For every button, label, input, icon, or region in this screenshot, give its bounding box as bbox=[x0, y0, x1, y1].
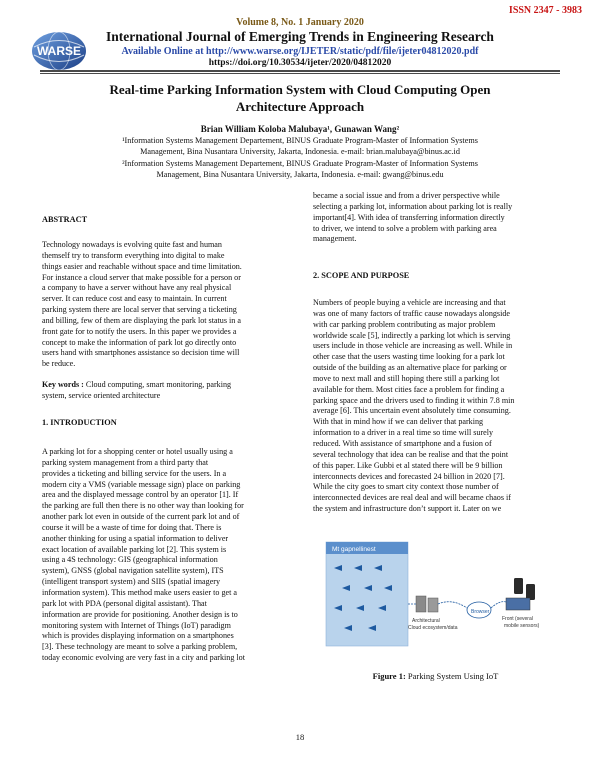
cloud-label-line: Architectural bbox=[412, 618, 440, 624]
text-line: which is provides displaying information on a smartphones bbox=[42, 631, 234, 641]
text-line: park lot with PDA (personal digital assistant). That bbox=[42, 598, 207, 608]
mobile-device-icon bbox=[514, 578, 523, 594]
text-line: users hand with smartphones assistance so decision time will bbox=[42, 348, 240, 358]
parking-area-panel bbox=[326, 542, 408, 646]
text-line: monitoring system with Internet of Things (IoT) paradigm bbox=[42, 620, 231, 630]
text-line: interconnected devices are real deal and will became chaos if bbox=[313, 493, 511, 503]
server-icon bbox=[416, 596, 426, 612]
figure-1-diagram bbox=[324, 538, 542, 661]
affiliation-2 bbox=[70, 159, 530, 181]
abstract-heading: ABSTRACT bbox=[42, 215, 88, 224]
introduction-body bbox=[42, 447, 286, 664]
text-line: the parking are full then there is no other way than looking for bbox=[42, 501, 244, 511]
text-line: [3]. These technology are meant to solve a parking problem, bbox=[42, 642, 238, 652]
text-line: of this paper. Like Gubbi et al stated there will be 9 billion bbox=[313, 460, 503, 470]
svg-text:WARSE: WARSE bbox=[36, 44, 82, 58]
keywords bbox=[42, 380, 286, 402]
volume-label: Volume 8, No. 1 January 2020 bbox=[236, 17, 364, 28]
text-line: several technology that idea can be realise and that the point bbox=[313, 449, 509, 459]
page-number: 18 bbox=[295, 732, 305, 742]
paper-title-line: Real-time Parking Information System with Cloud Computing Open bbox=[109, 82, 491, 97]
text-line: interconnects devices and forecasted 24 billion in 2020 [7]. bbox=[313, 471, 505, 481]
header-rule-thin bbox=[40, 73, 560, 74]
text-line: modern city a VMS (variable message sign) place on parking bbox=[42, 479, 241, 489]
browser-label: Browser bbox=[471, 609, 490, 615]
text-line: today economic evolving are very fast in a city and parking lot bbox=[42, 653, 245, 663]
text-line: things easier and reachable without space and time limitation. bbox=[42, 261, 242, 271]
affiliation-line: ²Information Systems Management Departement, BINUS Graduate Program-Master of Information Systems bbox=[122, 159, 478, 168]
text-line: area and the displayed message control by an operator [1]. If bbox=[42, 490, 239, 500]
introduction-heading: 1. INTRODUCTION bbox=[42, 418, 117, 427]
doi-link[interactable]: https://doi.org/10.30534/ijeter/2020/04812020 bbox=[208, 58, 392, 68]
text-line: other case that the users wasting time looking for a park lot bbox=[313, 352, 505, 362]
keywords-text: Cloud computing, smart monitoring, parking bbox=[83, 380, 232, 389]
text-line: parking system management from a third party that bbox=[42, 457, 209, 467]
text-line: themself try to transform everything into digital to make bbox=[42, 250, 225, 260]
text-line: front gate for to notify the users. In this paper we provides a bbox=[42, 326, 237, 336]
mobile-device-icon bbox=[526, 584, 535, 600]
keywords-line: system, service oriented architecture bbox=[42, 390, 161, 400]
text-line: available for them. Most cities face a problem for finding a bbox=[313, 384, 505, 394]
text-line: move to next mall and still hoping there still a parking lot bbox=[313, 373, 500, 383]
text-line: With that in mind how if we can deliver that parking bbox=[313, 417, 484, 427]
text-line: management. bbox=[313, 234, 357, 244]
text-line: (intelligent transport system) and SIIS (spatial imagery bbox=[42, 577, 221, 587]
text-line: For instance a cloud server that make possible for a person or bbox=[42, 272, 241, 282]
text-line: worldwide scale [5], indirectly a parking lot which is serving bbox=[313, 330, 511, 340]
laptop-icon bbox=[506, 598, 530, 610]
scope-heading: 2. SCOPE AND PURPOSE bbox=[313, 271, 410, 280]
affiliation-line: Management, Bina Nusantara University, Jakarta, Indonesia. e-mail: brian.malubaya@binus.ac.id bbox=[140, 146, 460, 156]
text-line: A parking lot for a shopping center or hotel usually using a bbox=[42, 447, 233, 456]
text-line: and billing, few of them are displaying the park lot status in a bbox=[42, 315, 241, 325]
affiliation-1 bbox=[70, 136, 530, 158]
text-line: became a social issue and from a driver perspective while bbox=[313, 191, 500, 200]
text-line: exact location of available parking lot [2]. This system is bbox=[42, 544, 227, 554]
text-line: Numbers of people buying a vehicle are increasing and that bbox=[313, 298, 506, 307]
paper-title bbox=[60, 81, 540, 115]
text-line: provides a ticketing and billing service for the users. In a bbox=[42, 468, 227, 478]
text-line: parking space and the drivers used to finding it within 7.8 min bbox=[313, 395, 515, 405]
parking-area-label: Mt gapnellinest bbox=[332, 546, 376, 553]
intro-continued bbox=[313, 191, 558, 245]
text-line: using a 4S technology: GIS (geographical information bbox=[42, 555, 218, 565]
devices-label-line: mobile sensors) bbox=[504, 623, 540, 629]
paper-title-line: Architecture Approach bbox=[235, 99, 365, 114]
text-line: selecting a parking lot, information about parking lot is really bbox=[313, 201, 513, 211]
text-line: Technology nowadays is evolving quite fast and human bbox=[42, 240, 222, 249]
text-line: reduced. With assistance of smartphone and a fusion of bbox=[313, 438, 492, 448]
text-line: to driver, we intend to solve a problem with parking area bbox=[313, 223, 497, 233]
affiliation-line: Management, Bina Nusantara University, Jakarta, Indonesia. e-mail: gwang@binus.edu bbox=[156, 169, 444, 179]
text-line: parking system there are local server that serving a ticketing bbox=[42, 305, 237, 315]
text-line: a company to have a server without have any real physical bbox=[42, 283, 232, 293]
text-line: with car parking problem contributing as major problem bbox=[313, 319, 496, 329]
text-line: another park lot even in outside of the current park lot and of bbox=[42, 512, 240, 522]
abstract-body bbox=[42, 240, 286, 370]
caption-label: Figure 1: bbox=[372, 671, 406, 681]
text-line: concept to make the information of park lot go directly onto bbox=[42, 337, 237, 347]
text-line: system), GNSS (global navigation satellite system), ITS bbox=[42, 566, 224, 576]
text-line: average [6]. This uncertain event absolutely time consuming. bbox=[313, 406, 511, 416]
text-line: important[4]. With idea of transferring information directly bbox=[313, 212, 505, 222]
text-line: another thinking for using a spatial information to deliver bbox=[42, 533, 229, 543]
authors: Brian William Koloba Malubaya¹, Gunawan Wang² bbox=[200, 124, 400, 134]
text-line: information are provide for positioning. Another design is to bbox=[42, 609, 238, 619]
text-line: course it will be a waste of time for doing that. There is bbox=[42, 522, 222, 532]
text-line: the system and infrastructure don’t support it. Later on we bbox=[313, 504, 502, 514]
figure-1-caption bbox=[313, 671, 558, 681]
caption-text: Parking System Using IoT bbox=[405, 671, 499, 681]
text-line: information to a driver in a real time so time will surely bbox=[313, 428, 494, 438]
text-line: users include in those vehicle are increasing as well. While in bbox=[313, 341, 513, 351]
issn-label: ISSN 2347 - 3983 bbox=[508, 5, 582, 16]
devices-label-line: Front (several bbox=[502, 616, 533, 622]
text-line: While the city goes to smart city context those number of bbox=[313, 482, 499, 492]
available-online-link[interactable]: Available Online at http://www.warse.org/IJETER/static/pdf/file/ijeter04812020.pdf bbox=[121, 46, 479, 57]
header-rule bbox=[40, 70, 560, 72]
scope-body bbox=[313, 298, 558, 515]
keywords-label: Key words : bbox=[42, 380, 84, 389]
cloud-label-line: Cloud ecosystem/data bbox=[408, 625, 458, 631]
affiliation-line: ¹Information Systems Management Departement, BINUS Graduate Program-Master of Information Systems bbox=[122, 136, 478, 145]
text-line: server. It can reduce cost and easy to maintain. In current bbox=[42, 294, 227, 304]
text-line: be reduce. bbox=[42, 359, 76, 369]
text-line: was one of many factors of traffic cause nowadays alongside bbox=[313, 308, 510, 318]
text-line: information system). This method make users easier to get a bbox=[42, 587, 237, 597]
keywords-line bbox=[42, 380, 286, 391]
text-line: outside of the building as an alternative place for parking or bbox=[313, 363, 507, 373]
server-icon bbox=[428, 598, 438, 612]
journal-title: International Journal of Emerging Trends in Engineering Research bbox=[106, 29, 494, 44]
